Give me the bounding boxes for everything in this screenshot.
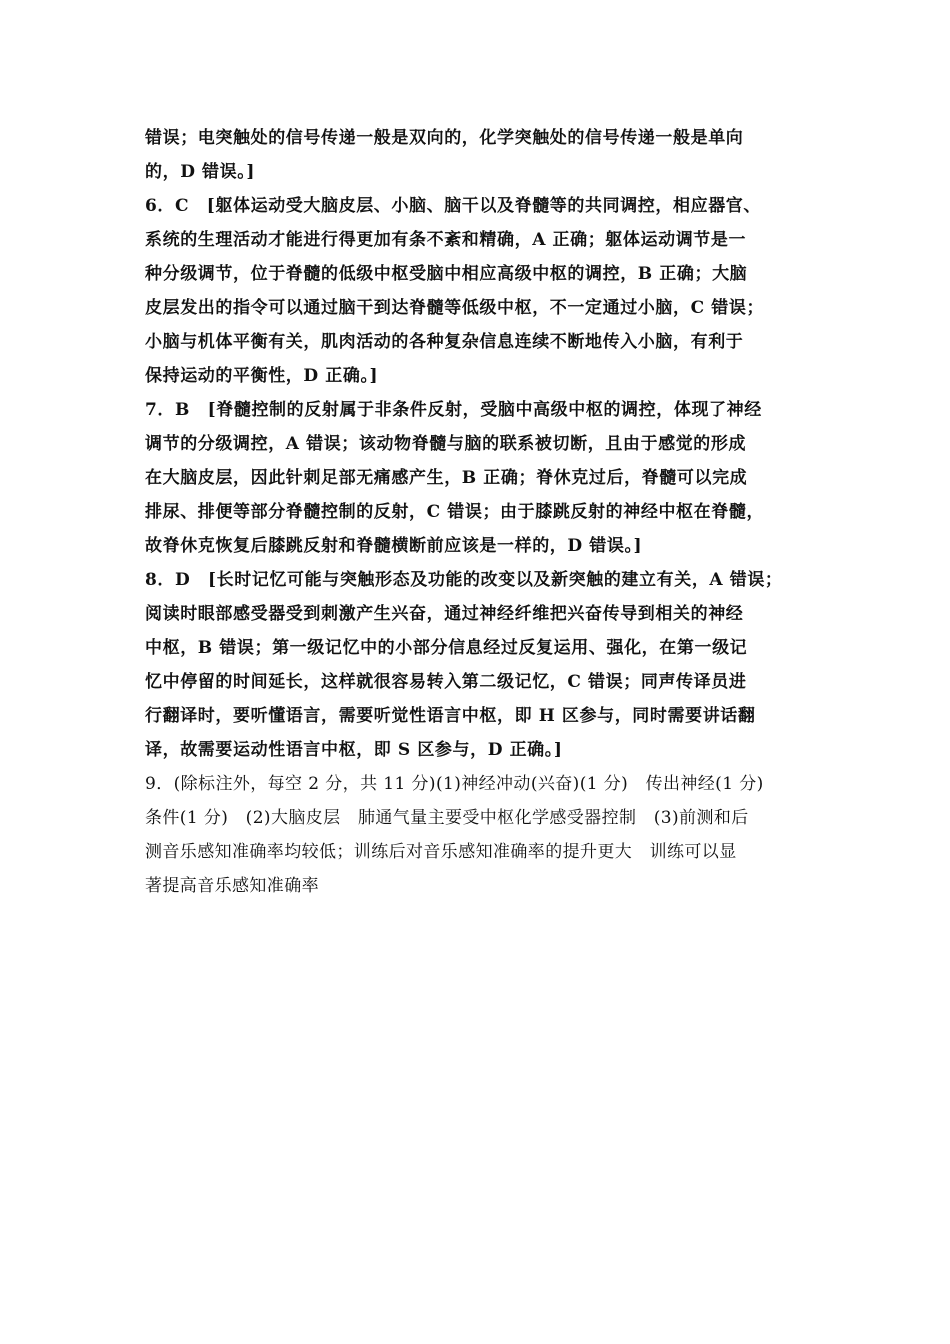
text-line: 错误；电突触处的信号传递一般是双向的，化学突触处的信号传递一般是单向 [145, 128, 744, 148]
text-line: 7．B [脊髓控制的反射属于非条件反射，受脑中高级中枢的调控，体现了神经 [145, 400, 762, 420]
text-line: 条件(1 分) (2)大脑皮层 肺通气量主要受中枢化学感受器控制 (3)前测和后 [145, 808, 749, 828]
text-line: 小脑与机体平衡有关，肌肉活动的各种复杂信息连续不断地传入小脑，有利于 [145, 332, 744, 352]
answer-7 [145, 393, 825, 563]
answer-text [145, 121, 825, 903]
text-line: 忆中停留的时间延长，这样就很容易转入第二级记忆，C 错误；同声传译员进 [145, 672, 747, 692]
text-line: 译，故需要运动性语言中枢，即 S 区参与，D 正确。] [145, 740, 563, 760]
text-line: 排尿、排便等部分脊髓控制的反射，C 错误；由于膝跳反射的神经中枢在脊髓， [145, 502, 765, 522]
text-line: 阅读时眼部感受器受到刺激产生兴奋，通过神经纤维把兴奋传导到相关的神经 [145, 604, 744, 624]
text-line: 系统的生理活动才能进行得更加有条不紊和精确，A 正确；躯体运动调节是一 [145, 230, 747, 250]
text-line: 著提高音乐感知准确率 [145, 876, 319, 896]
text-line: 皮层发出的指令可以通过脑干到达脊髓等低级中枢，不一定通过小脑，C 错误； [145, 298, 765, 318]
text-line: 6．C [躯体运动受大脑皮层、小脑、脑干以及脊髓等的共同调控，相应器官、 [145, 196, 762, 216]
answer-5-continuation [145, 121, 825, 189]
text-line: 在大脑皮层，因此针刺足部无痛感产生，B 正确；脊休克过后，脊髓可以完成 [145, 468, 748, 488]
answer-9 [145, 767, 825, 903]
text-line: 的，D 错误。] [145, 162, 256, 182]
answer-6 [145, 189, 825, 393]
text-line: 调节的分级调控，A 错误；该动物脊髓与脑的联系被切断，且由于感觉的形成 [145, 434, 747, 454]
text-line: 种分级调节，位于脊髓的低级中枢受脑中相应高级中枢的调控，B 正确；大脑 [145, 264, 748, 284]
text-line: 中枢，B 错误；第一级记忆中的小部分信息经过反复运用、强化，在第一级记 [145, 638, 748, 658]
text-line: 行翻译时，要听懂语言，需要听觉性语言中枢，即 H 区参与，同时需要讲话翻 [145, 706, 756, 726]
answer-8 [145, 563, 825, 767]
text-line: 8．D [长时记忆可能与突触形态及功能的改变以及新突触的建立有关，A 错误； [145, 570, 783, 590]
text-line: 故脊休克恢复后膝跳反射和脊髓横断前应该是一样的，D 错误。] [145, 536, 643, 556]
text-line: 保持运动的平衡性，D 正确。] [145, 366, 379, 386]
text-line: 测音乐感知准确率均较低；训练后对音乐感知准确率的提升更大 训练可以显 [145, 842, 737, 862]
text-line: 9．(除标注外，每空 2 分，共 11 分)(1)神经冲动(兴奋)(1 分) 传出神经(1 分) [145, 774, 764, 794]
